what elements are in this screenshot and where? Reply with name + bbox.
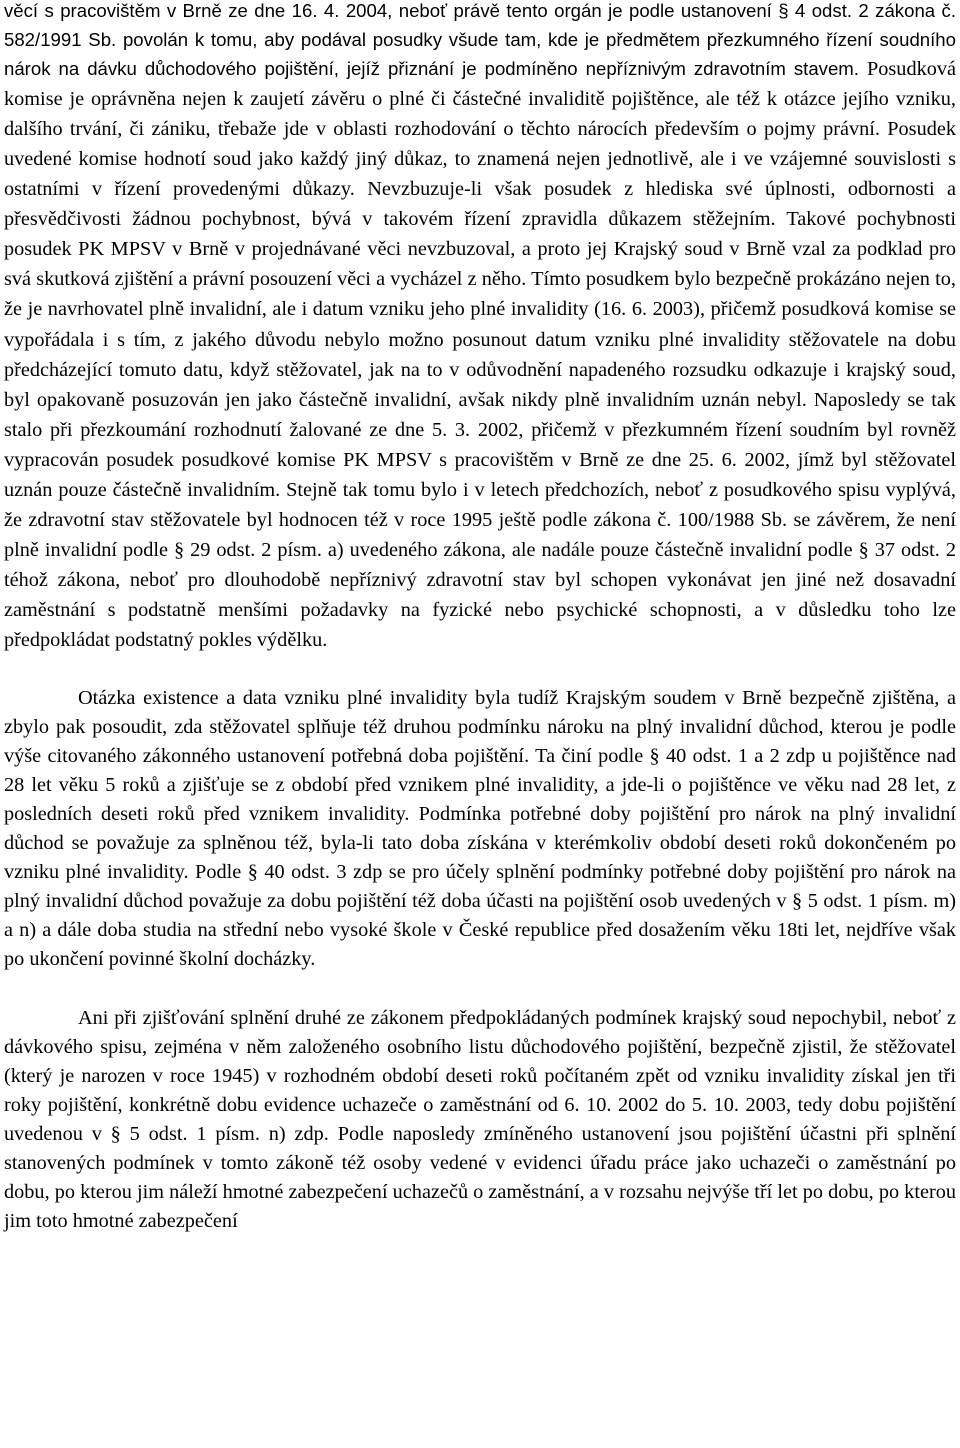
- paragraph-3: Ani při zjišťování splnění druhé ze zákonem předpokládaných podmínek krajský soud nepochybil, neboť z dávkového spisu, zejména v něm založeného osobního listu důchodového pojištění, bezpečně zjistil, že stěžovatel (který je narozen v roce 1945) v rozhodném období deseti roků počítaném zpět od vzniku invalidity získal jen tři roky pojištění, konkrétně dobu evidence uchazeče o zaměstnání od 6. 10. 2002 do 5. 10. 2003, tedy dobu pojištění uvedenou v § 5 odst. 1 písm. n) zdp. Podle naposledy zmíněného ustanovení jsou pojištění účastni při splnění stanovených podmínek v tomto zákoně též osoby vedené v evidenci úřadu práce jako uchazeči o zaměstnání po dobu, po kterou jim náleží hmotné zabezpečení uchazečů o zaměstnání, a v rozsahu nejvýše tří let po dobu, po kterou jim toto hmotné zabezpečení: [4, 1006, 956, 1232]
- paragraph-gap: [4, 975, 956, 1004]
- paragraph-1: [4, 0, 956, 655]
- paragraph-gap: [4, 655, 956, 684]
- document-page: [4, 0, 956, 1236]
- paragraph-1-lead: věcí s pracovištěm v Brně ze dne 16. 4. 2004, neboť právě tento orgán je podle ustanovení § 4 odst. 2 zákona č. 582/1991 Sb. povolán k tomu, aby podával posudky všude tam, kde je předmětem přezkumného řízení soudního nárok na dávku důchodového pojištění, jejíž přiznání je podmíněno nepříznivým zdravotním stavem.: [4, 0, 956, 80]
- paragraph-2: Otázka existence a data vzniku plné invalidity byla tudíž Krajským soudem v Brně bezpečně zjištěna, a zbylo pak posoudit, zda stěžovatel splňuje též druhou podmínku nároku na plný invalidní důchod, kterou je podle výše citovaného zákonného ustanovení potřebná doba pojištění. Ta činí podle § 40 odst. 1 a 2 zdp u pojištěnce nad 28 let věku 5 roků a zjišťuje se z období před vznikem plné invalidity, a jde-li o pojištěnce ve věku nad 28 let, z posledních deseti roků před vznikem invalidity. Podmínka potřebné doby pojištění pro nárok na plný invalidní důchod se považuje za splněnou též, byla-li tato doba získána v kterémkoliv období deseti roků dokončeném po vzniku plné invalidity. Podle § 40 odst. 3 zdp se pro účely splnění podmínky potřebné doby pojištění pro nárok na plný invalidní důchod považuje za dobu pojištění též doba účasti na pojištění osob uvedených v § 5 odst. 1 písm. m) a n) a dále doba studia na střední nebo vysoké škole v České republice před dosažením věku 18ti let, nejdříve však po ukončení povinné školní docházky.: [4, 687, 956, 971]
- paragraph-1-body: Posudková komise je oprávněna nejen k zaujetí závěru o plné či částečné invaliditě pojištěnce, ale též k otázce jejího vzniku, dalšího trvání, či zániku, třebaže jde v oblasti rozhodování o těchto nárocích především o pojmy právní. Posudek uvedené komise hodnotí soud jako každý jiný důkaz, to znamená nejen jednotlivě, ale i ve vzájemné souvislosti s ostatními v řízení provedenými důkazy. Nevzbuzuje-li však posudek z hlediska své úplnosti, odbornosti a přesvědčivosti žádnou pochybnost, bývá v takovém řízení zpravidla důkazem stěžejním. Takové pochybnosti posudek PK MPSV v Brně v projednávané věci nevzbuzoval, a proto jej Krajský soud v Brně vzal za podklad pro svá skutková zjištění a právní posouzení věci a vycházel z něho. Tímto posudkem bylo bezpečně prokázáno nejen to, že je navrhovatel plně invalidní, ale i datum vzniku jeho plné invalidity (16. 6. 2003), přičemž posudková komise se vypořádala i s tím, z jakého důvodu nebylo možno posunout datum vzniku plné invalidity stěžovatele na dobu předcházející tomuto datu, když stěžovatel, jak na to v odůvodnění napadeného rozsudku odkazuje i krajský soud, byl opakovaně posuzován jen jako částečně invalidní, avšak nikdy plně invalidním uznán nebyl. Naposledy se tak stalo při přezkoumání rozhodnutí žalované ze dne 5. 3. 2002, přičemž v přezkumném řízení soudním byl rovněž vypracován posudek posudkové komise PK MPSV s pracovištěm v Brně ze dne 25. 6. 2002, jímž byl stěžovatel uznán pouze částečně invalidním. Stejně tak tomu bylo i v letech předchozích, neboť z posudkového spisu vyplývá, že zdravotní stav stěžovatele byl hodnocen též v roce 1995 ještě podle zákona č. 100/1988 Sb. se závěrem, že není plně invalidní podle § 29 odst. 2 písm. a) uvedeného zákona, ale nadále pouze částečně invalidní podle § 37 odst. 2 téhož zákona, neboť pro dlouhodobě nepříznivý zdravotní stav byl schopen vykonávat jen jiné než dosavadní zaměstnání s podstatně menšími požadavky na fyzické nebo psychické schopnosti, a v důsledku toho lze předpokládat podstatný pokles výdělku.: [4, 58, 957, 651]
